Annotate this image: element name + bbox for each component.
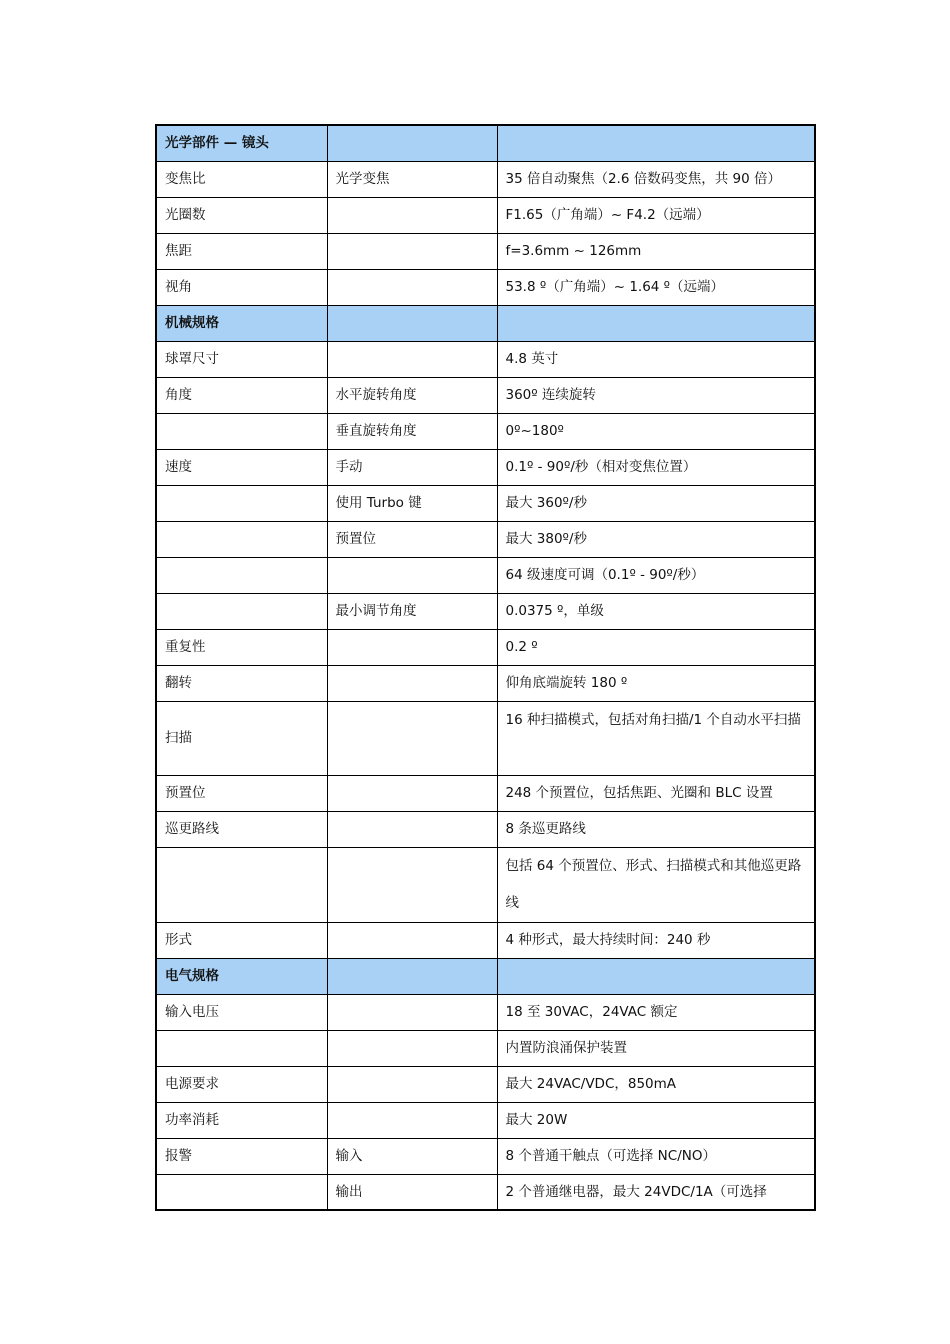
spec-sub-cell: 最小调节角度 — [327, 593, 497, 629]
section-title: 电气规格 — [156, 958, 327, 994]
spec-value-cell: F1.65（广角端）~ F4.2（远端） — [497, 197, 815, 233]
table-row — [156, 593, 815, 629]
spec-value-cell: 最大 24VAC/VDC，850mA — [497, 1066, 815, 1102]
table-row — [156, 922, 815, 958]
spec-value-cell: 64 级速度可调（0.1º - 90º/秒） — [497, 557, 815, 593]
spec-sub-cell — [327, 847, 497, 922]
table-row — [156, 449, 815, 485]
spec-value-cell: 包括 64 个预置位、形式、扫描模式和其他巡更路线 — [497, 847, 815, 922]
table-row — [156, 377, 815, 413]
table-row — [156, 1066, 815, 1102]
spec-sub-cell: 光学变焦 — [327, 161, 497, 197]
spec-value-cell: 2 个普通继电器，最大 24VDC/1A（可选择 — [497, 1174, 815, 1210]
section-title: 机械规格 — [156, 305, 327, 341]
spec-name-cell: 预置位 — [156, 775, 327, 811]
spec-name-cell — [156, 557, 327, 593]
spec-name-cell: 球罩尺寸 — [156, 341, 327, 377]
spec-name-cell: 翻转 — [156, 665, 327, 701]
spec-sub-cell — [327, 269, 497, 305]
table-row — [156, 557, 815, 593]
spec-value-cell: 35 倍自动聚焦（2.6 倍数码变焦，共 90 倍） — [497, 161, 815, 197]
table-row — [156, 197, 815, 233]
spec-name-cell: 视角 — [156, 269, 327, 305]
spec-sub-cell — [327, 1102, 497, 1138]
table-row — [156, 847, 815, 922]
spec-name-cell — [156, 1174, 327, 1210]
section-header-cell — [327, 305, 497, 341]
spec-value-cell: 0.0375 º，单级 — [497, 593, 815, 629]
section-header-cell — [497, 305, 815, 341]
spec-name-cell: 光圈数 — [156, 197, 327, 233]
table-row — [156, 1138, 815, 1174]
section-header-row — [156, 958, 815, 994]
table-row — [156, 1102, 815, 1138]
spec-sub-cell — [327, 197, 497, 233]
spec-table — [155, 124, 816, 1211]
section-title: 光学部件 — 镜头 — [156, 125, 327, 161]
section-header-cell — [327, 125, 497, 161]
table-row — [156, 341, 815, 377]
spec-name-cell: 功率消耗 — [156, 1102, 327, 1138]
section-header-row — [156, 305, 815, 341]
spec-value-cell: 最大 20W — [497, 1102, 815, 1138]
spec-sub-cell — [327, 629, 497, 665]
spec-name-cell: 电源要求 — [156, 1066, 327, 1102]
spec-name-cell — [156, 413, 327, 449]
spec-sub-cell: 使用 Turbo 键 — [327, 485, 497, 521]
table-row — [156, 269, 815, 305]
spec-value-cell: 53.8 º（广角端）~ 1.64 º（远端） — [497, 269, 815, 305]
table-row — [156, 629, 815, 665]
spec-name-cell — [156, 593, 327, 629]
spec-name-cell: 重复性 — [156, 629, 327, 665]
spec-value-cell: 0.1º - 90º/秒（相对变焦位置） — [497, 449, 815, 485]
spec-sub-cell: 输入 — [327, 1138, 497, 1174]
table-row — [156, 161, 815, 197]
spec-value-cell: 仰角底端旋转 180 º — [497, 665, 815, 701]
table-row — [156, 701, 815, 775]
spec-sub-cell — [327, 922, 497, 958]
table-row — [156, 1174, 815, 1210]
spec-value-cell: 4.8 英寸 — [497, 341, 815, 377]
table-row — [156, 811, 815, 847]
spec-sub-cell — [327, 1030, 497, 1066]
spec-sub-cell: 垂直旋转角度 — [327, 413, 497, 449]
spec-sub-cell — [327, 557, 497, 593]
spec-value-cell: 18 至 30VAC，24VAC 额定 — [497, 994, 815, 1030]
spec-value-cell: f=3.6mm ~ 126mm — [497, 233, 815, 269]
spec-sub-cell — [327, 341, 497, 377]
spec-value-cell: 8 个普通干触点（可选择 NC/NO） — [497, 1138, 815, 1174]
spec-table-body — [156, 125, 815, 1210]
spec-name-cell — [156, 521, 327, 557]
spec-value-cell: 16 种扫描模式，包括对角扫描/1 个自动水平扫描 — [497, 701, 815, 775]
spec-name-cell: 焦距 — [156, 233, 327, 269]
spec-name-cell: 巡更路线 — [156, 811, 327, 847]
spec-value-cell: 4 种形式，最大持续时间：240 秒 — [497, 922, 815, 958]
spec-sub-cell — [327, 994, 497, 1030]
table-row — [156, 413, 815, 449]
spec-name-cell — [156, 1030, 327, 1066]
spec-sub-cell: 预置位 — [327, 521, 497, 557]
spec-name-cell: 报警 — [156, 1138, 327, 1174]
section-header-cell — [497, 125, 815, 161]
spec-value-cell: 8 条巡更路线 — [497, 811, 815, 847]
spec-value-cell: 248 个预置位，包括焦距、光圈和 BLC 设置 — [497, 775, 815, 811]
table-row — [156, 521, 815, 557]
spec-value-cell: 0º~180º — [497, 413, 815, 449]
table-row — [156, 485, 815, 521]
spec-sub-cell — [327, 665, 497, 701]
spec-name-cell — [156, 847, 327, 922]
spec-sub-cell — [327, 811, 497, 847]
spec-name-cell: 速度 — [156, 449, 327, 485]
spec-value-cell: 360º 连续旋转 — [497, 377, 815, 413]
spec-sub-cell — [327, 775, 497, 811]
section-header-cell — [327, 958, 497, 994]
spec-name-cell — [156, 485, 327, 521]
table-row — [156, 1030, 815, 1066]
spec-sub-cell: 手动 — [327, 449, 497, 485]
table-row — [156, 994, 815, 1030]
spec-value-cell: 内置防浪涌保护装置 — [497, 1030, 815, 1066]
spec-value-cell: 最大 380º/秒 — [497, 521, 815, 557]
table-row — [156, 665, 815, 701]
spec-value-cell: 0.2 º — [497, 629, 815, 665]
spec-sub-cell: 输出 — [327, 1174, 497, 1210]
table-row — [156, 233, 815, 269]
spec-sub-cell — [327, 1066, 497, 1102]
section-header-cell — [497, 958, 815, 994]
spec-name-cell: 形式 — [156, 922, 327, 958]
spec-name-cell: 输入电压 — [156, 994, 327, 1030]
spec-sub-cell: 水平旋转角度 — [327, 377, 497, 413]
table-row — [156, 775, 815, 811]
spec-value-cell: 最大 360º/秒 — [497, 485, 815, 521]
spec-name-cell: 扫描 — [156, 701, 327, 775]
spec-name-cell: 角度 — [156, 377, 327, 413]
spec-sub-cell — [327, 233, 497, 269]
spec-sub-cell — [327, 701, 497, 775]
spec-name-cell: 变焦比 — [156, 161, 327, 197]
section-header-row — [156, 125, 815, 161]
